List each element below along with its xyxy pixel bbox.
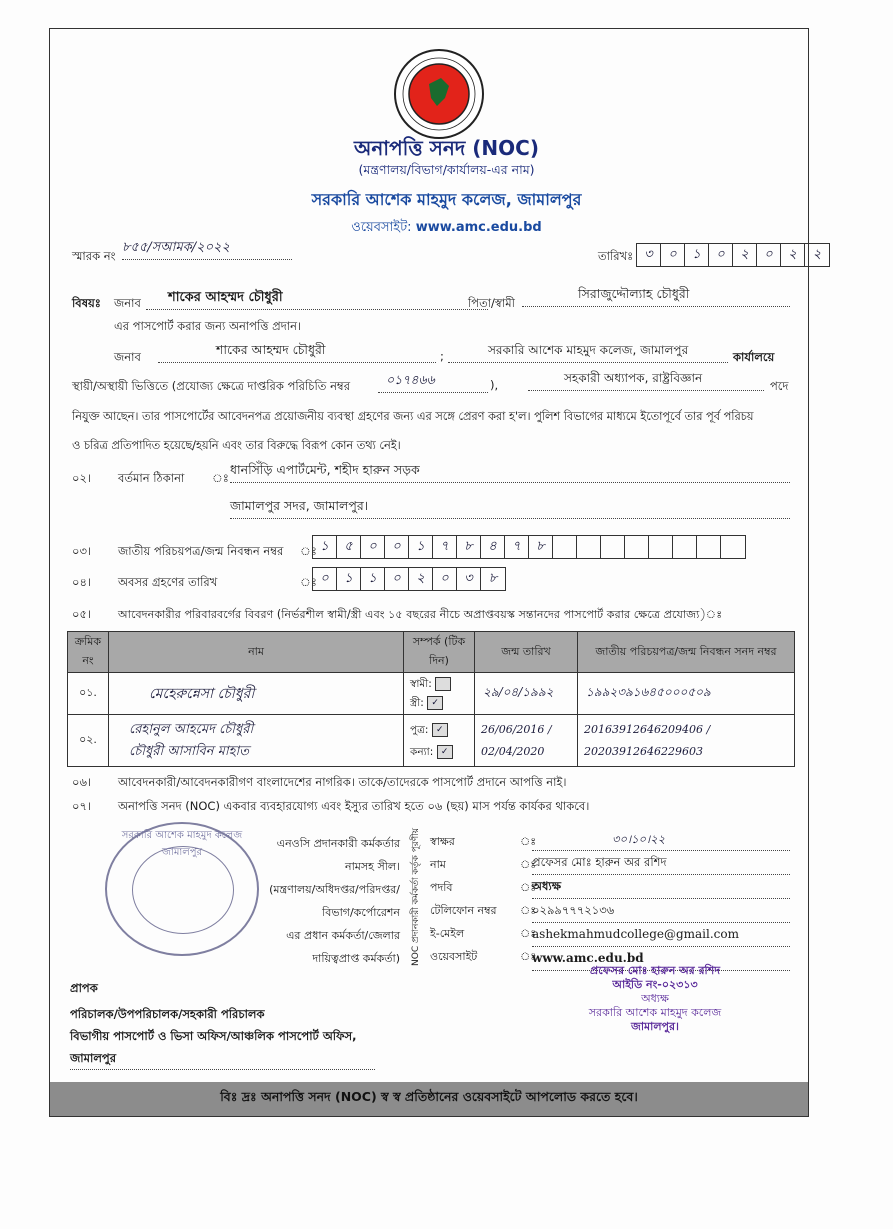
row-name: রেহানুল আহমেদ চৌধুরী xyxy=(129,721,254,737)
retire-date-boxes xyxy=(312,567,506,591)
subject-label: বিষয়ঃ xyxy=(72,296,101,310)
relation-checkbox[interactable]: ✓ xyxy=(432,723,448,737)
issuer-website[interactable]: www.amc.edu.bd xyxy=(532,947,790,971)
item-03-no: ০৩। xyxy=(72,544,92,558)
recipient-label: প্রাপক xyxy=(70,981,98,995)
issuer-description: এনওসি প্রদানকারী কর্মকর্তার নামসহ সীল। (মন্ত্রণালয়/অধিদপ্তর/পরিদপ্তর/ বিভাগ/কর্পোরেশন এর প্রধান কর্মকর্তা/জেলার দায়িত্বপ্রাপ্ত কর্মকর্তা) xyxy=(269,837,400,965)
body-mr: জনাব xyxy=(114,350,141,364)
th-serial: ক্রমিক নং xyxy=(68,632,109,673)
th-dob: জন্ম তারিখ xyxy=(475,632,578,673)
date-label: তারিখঃ xyxy=(598,249,634,263)
body-line3: নিযুক্ত আছেন। তার পাসপোর্টের আবেদনপত্র প্রয়োজনীয় ব্যবস্থা গ্রহণের জন্য এর সঙ্গে প্রেরণ করা হ'ল। পুলিশ বিভাগের মাধ্যমে ইতোপূর্বে তার পূর্ব পরিচয় xyxy=(72,410,754,423)
issuer-colons: ঃ ঃ ঃ ঃ ঃ ঃ xyxy=(520,835,537,963)
date-digit: ১ xyxy=(685,244,709,266)
retire-digit: ৮ xyxy=(488,570,498,586)
issuer-designation: অধ্যক্ষ xyxy=(532,875,790,899)
date-digit: ২ xyxy=(781,244,805,266)
nid-digit: ১ xyxy=(409,536,433,558)
signature: ৩০।১০।২২ xyxy=(532,828,790,851)
issuer-name: প্রফেসর মোঃ হারুন অর রশিদ xyxy=(532,851,790,875)
designation-suffix: পদে xyxy=(770,379,789,393)
id-number: ০১৭৪৬৬ xyxy=(378,372,488,393)
body-line4: ও চরিত্র প্রতিপাদিত হয়েছে/হয়নি এবং তার বিরুদ্ধে বিরূপ কোন তথ্য নেই। xyxy=(72,439,401,452)
memo-value: ৮৫৫/সআমক/২০২২ xyxy=(122,238,292,260)
issuer-labels: স্বাক্ষর নাম পদবি টেলিফোন নম্বর ই-মেইল ওয়েবসাইট xyxy=(430,835,497,963)
retire-digit: ২ xyxy=(409,568,433,590)
memo-label: স্মারক নং xyxy=(72,249,116,263)
issuer-email[interactable]: ashekmahmudcollege@gmail.com xyxy=(532,923,790,947)
item-03-label: জাতীয় পরিচয়পত্র/জন্ম নিবন্ধন নম্বর xyxy=(118,544,284,558)
relation-checkbox[interactable] xyxy=(435,677,451,691)
doc-title: অনাপত্তি সনদ (NOC) xyxy=(354,136,539,160)
note-06-no: ০৬। xyxy=(72,775,92,789)
family-table xyxy=(67,631,795,767)
relation-husband: স্বামী: xyxy=(410,675,473,694)
note-07: অনাপত্তি সনদ (NOC) একবার ব্যবহারযোগ্য এবং ইস্যুর তারিখ হতে ০৬ (ছয়) মাস পর্যন্ত কার্যকর থাকবে। xyxy=(118,799,590,813)
office-suffix: কার্যালয়ে xyxy=(733,350,775,364)
nid-digit: ৭ xyxy=(505,536,529,558)
th-relation: সম্পর্ক (টিক দিন) xyxy=(404,632,475,673)
website-label: ওয়েবসাইট: xyxy=(351,220,412,235)
item-02-no: ০২। xyxy=(72,471,92,485)
th-nid: জাতীয় পরিচয়পত্র/জন্ম নিবন্ধন সনদ নম্বর xyxy=(578,632,795,673)
institution-name: সরকারি আশেক মাহমুদ কলেজ, জামালপুর xyxy=(311,190,582,209)
official-stamp: প্রফেসর মোঃ হারুন অর রশিদ আইডি নং-০২৩১৩ অধ্যক্ষ সরকারি আশেক মাহমুদ কলেজ জামালপুর। xyxy=(588,964,722,1033)
recipient-block: পরিচালক/উপপরিচালক/সহকারী পরিচালক বিভাগীয় পাসপোর্ট ও ভিসা অফিস/আঞ্চলিক পাসপোর্ট অফিস, জামালপুর xyxy=(70,1003,375,1070)
doc-subtitle: (মন্ত্রণালয়/বিভাগ/কার্যালয়-এর নাম) xyxy=(358,162,535,177)
nid-digit: ৭ xyxy=(433,536,457,558)
item-05-label: আবেদনকারীর পরিবারবর্গের বিবরণ (নির্ভরশীল স্বামী/স্ত্রী এবং ১৫ বছরের নীচে অপ্রাপ্তবয়স্ক সন্তানদের পাসপোর্ট করার ক্ষেত্রে প্রযোজ্য)ঃ xyxy=(118,608,723,621)
issuer-phone: ০২৯৯৭৭৭২১৩৬ xyxy=(532,899,790,923)
nid-digit xyxy=(721,536,745,558)
address-line2: জামালপুর সদর, জামালপুর। xyxy=(230,498,790,519)
table-row xyxy=(68,715,795,767)
relation-wife: স্ত্রী: ✓ xyxy=(410,694,473,713)
nid-digit xyxy=(625,536,649,558)
row-nid: ১৯৯২৩৯১৬৪৫০০০৫০৯ xyxy=(578,673,795,715)
date-digit: ২ xyxy=(812,246,822,262)
issuer-values xyxy=(532,828,790,971)
nid-digit: ৮ xyxy=(457,536,481,558)
date-boxes xyxy=(636,243,830,267)
subject-mr: জনাব xyxy=(114,296,141,310)
retire-digit: ১ xyxy=(361,568,385,590)
item-04-label: অবসর গ্রহণের তারিখ xyxy=(118,575,218,589)
body-name: শাকের আহম্মদ চৌধুরী xyxy=(158,342,436,363)
row-name: মেহেরুন্নেসা চৌধুরী xyxy=(109,673,404,715)
subject-name: শাকের আহম্মদ চৌধুরী xyxy=(146,288,488,310)
relation-son: পুত্র: ✓ xyxy=(410,719,473,741)
website-line xyxy=(0,218,893,239)
row-dob: ২৯/০৪/১৯৯২ xyxy=(475,673,578,715)
nid-digit: ৪ xyxy=(481,536,505,558)
relation-daughter: কন্যা: ✓ xyxy=(410,741,473,763)
nid-digit xyxy=(601,536,625,558)
date-digit: ৩ xyxy=(637,244,661,266)
row-serial: ০২. xyxy=(68,715,109,767)
nid-boxes xyxy=(312,535,746,559)
nid-digit: ৮ xyxy=(529,536,553,558)
retire-digit: ৩ xyxy=(457,568,481,590)
nid-digit: ০ xyxy=(385,536,409,558)
designation: সহকারী অধ্যাপক, রাষ্ট্রবিজ্ঞান xyxy=(528,370,764,391)
row-name: চৌধুরী আসাবিন মাহাত xyxy=(129,743,250,759)
row-dob: 26/06/2016 / 02/04/2020 xyxy=(475,715,578,767)
table-row xyxy=(68,673,795,715)
nid-digit: ১ xyxy=(313,536,337,558)
date-digit: ২ xyxy=(733,244,757,266)
nid-digit xyxy=(553,536,577,558)
relation-checkbox[interactable]: ✓ xyxy=(427,696,443,710)
vertical-note: NOC প্রদানকারী কর্মকর্তা কর্তৃক পূরণীয় xyxy=(411,827,421,966)
website-url[interactable]: www.amc.edu.bd xyxy=(415,220,542,235)
nid-digit: ৫ xyxy=(337,536,361,558)
retire-digit: ০ xyxy=(313,568,337,590)
father-name: সিরাজুদ্দৌল্যাহ চৌধুরী xyxy=(522,286,790,307)
date-digit: ০ xyxy=(661,244,685,266)
footer-note: বিঃ দ্রঃ অনাপত্তি সনদ (NOC) স্ব স্ব প্রতিষ্ঠানের ওয়েবসাইটে আপলোড করতে হবে। xyxy=(50,1082,808,1116)
row-serial: ০১. xyxy=(68,673,109,715)
note-07-no: ০৭। xyxy=(72,799,92,813)
relation-checkbox[interactable]: ✓ xyxy=(437,745,453,759)
nid-digit xyxy=(697,536,721,558)
row-nid: 20163912646209406 / 20203912646229603 xyxy=(578,715,795,767)
bangladesh-emblem xyxy=(393,48,485,140)
note-06: আবেদনকারী/আবেদনকারীগণ বাংলাদেশের নাগরিক। তাকে/তাদেরকে পাসপোর্ট প্রদানে আপত্তি নাই। xyxy=(118,775,567,789)
nid-digit xyxy=(577,536,601,558)
date-digit: ০ xyxy=(709,244,733,266)
nid-digit: ০ xyxy=(361,536,385,558)
body-line2-prefix: স্থায়ী/অস্থায়ী ভিত্তিতে (প্রযোজ্য ক্ষেত্রে দাপ্তরিক পরিচিতি নম্বর xyxy=(72,379,351,393)
item-02-label: বর্তমান ঠিকানা xyxy=(118,471,185,485)
nid-digit xyxy=(673,536,697,558)
retire-digit: ০ xyxy=(433,568,457,590)
nid-digit xyxy=(649,536,673,558)
retire-digit: ০ xyxy=(385,568,409,590)
item-05-no: ০৫। xyxy=(72,607,92,621)
seal-text: সরকারি আশেক মাহমুদ কলেজ জামালপুর xyxy=(121,830,243,858)
th-name: নাম xyxy=(109,632,404,673)
item-04-no: ০৪। xyxy=(72,575,92,589)
father-label: পিতা/স্বামী xyxy=(468,296,515,310)
address-line1: ধানসিঁড়ি এপার্টমেন্ট, শহীদ হারুন সড়ক xyxy=(230,462,790,483)
date-digit: ০ xyxy=(757,244,781,266)
subject-line2: এর পাসপোর্ট করার জন্য অনাপত্তি প্রদান। xyxy=(114,319,302,333)
body-office: সরকারি আশেক মাহমুদ কলেজ, জামালপুর xyxy=(448,342,728,363)
retire-digit: ১ xyxy=(337,568,361,590)
